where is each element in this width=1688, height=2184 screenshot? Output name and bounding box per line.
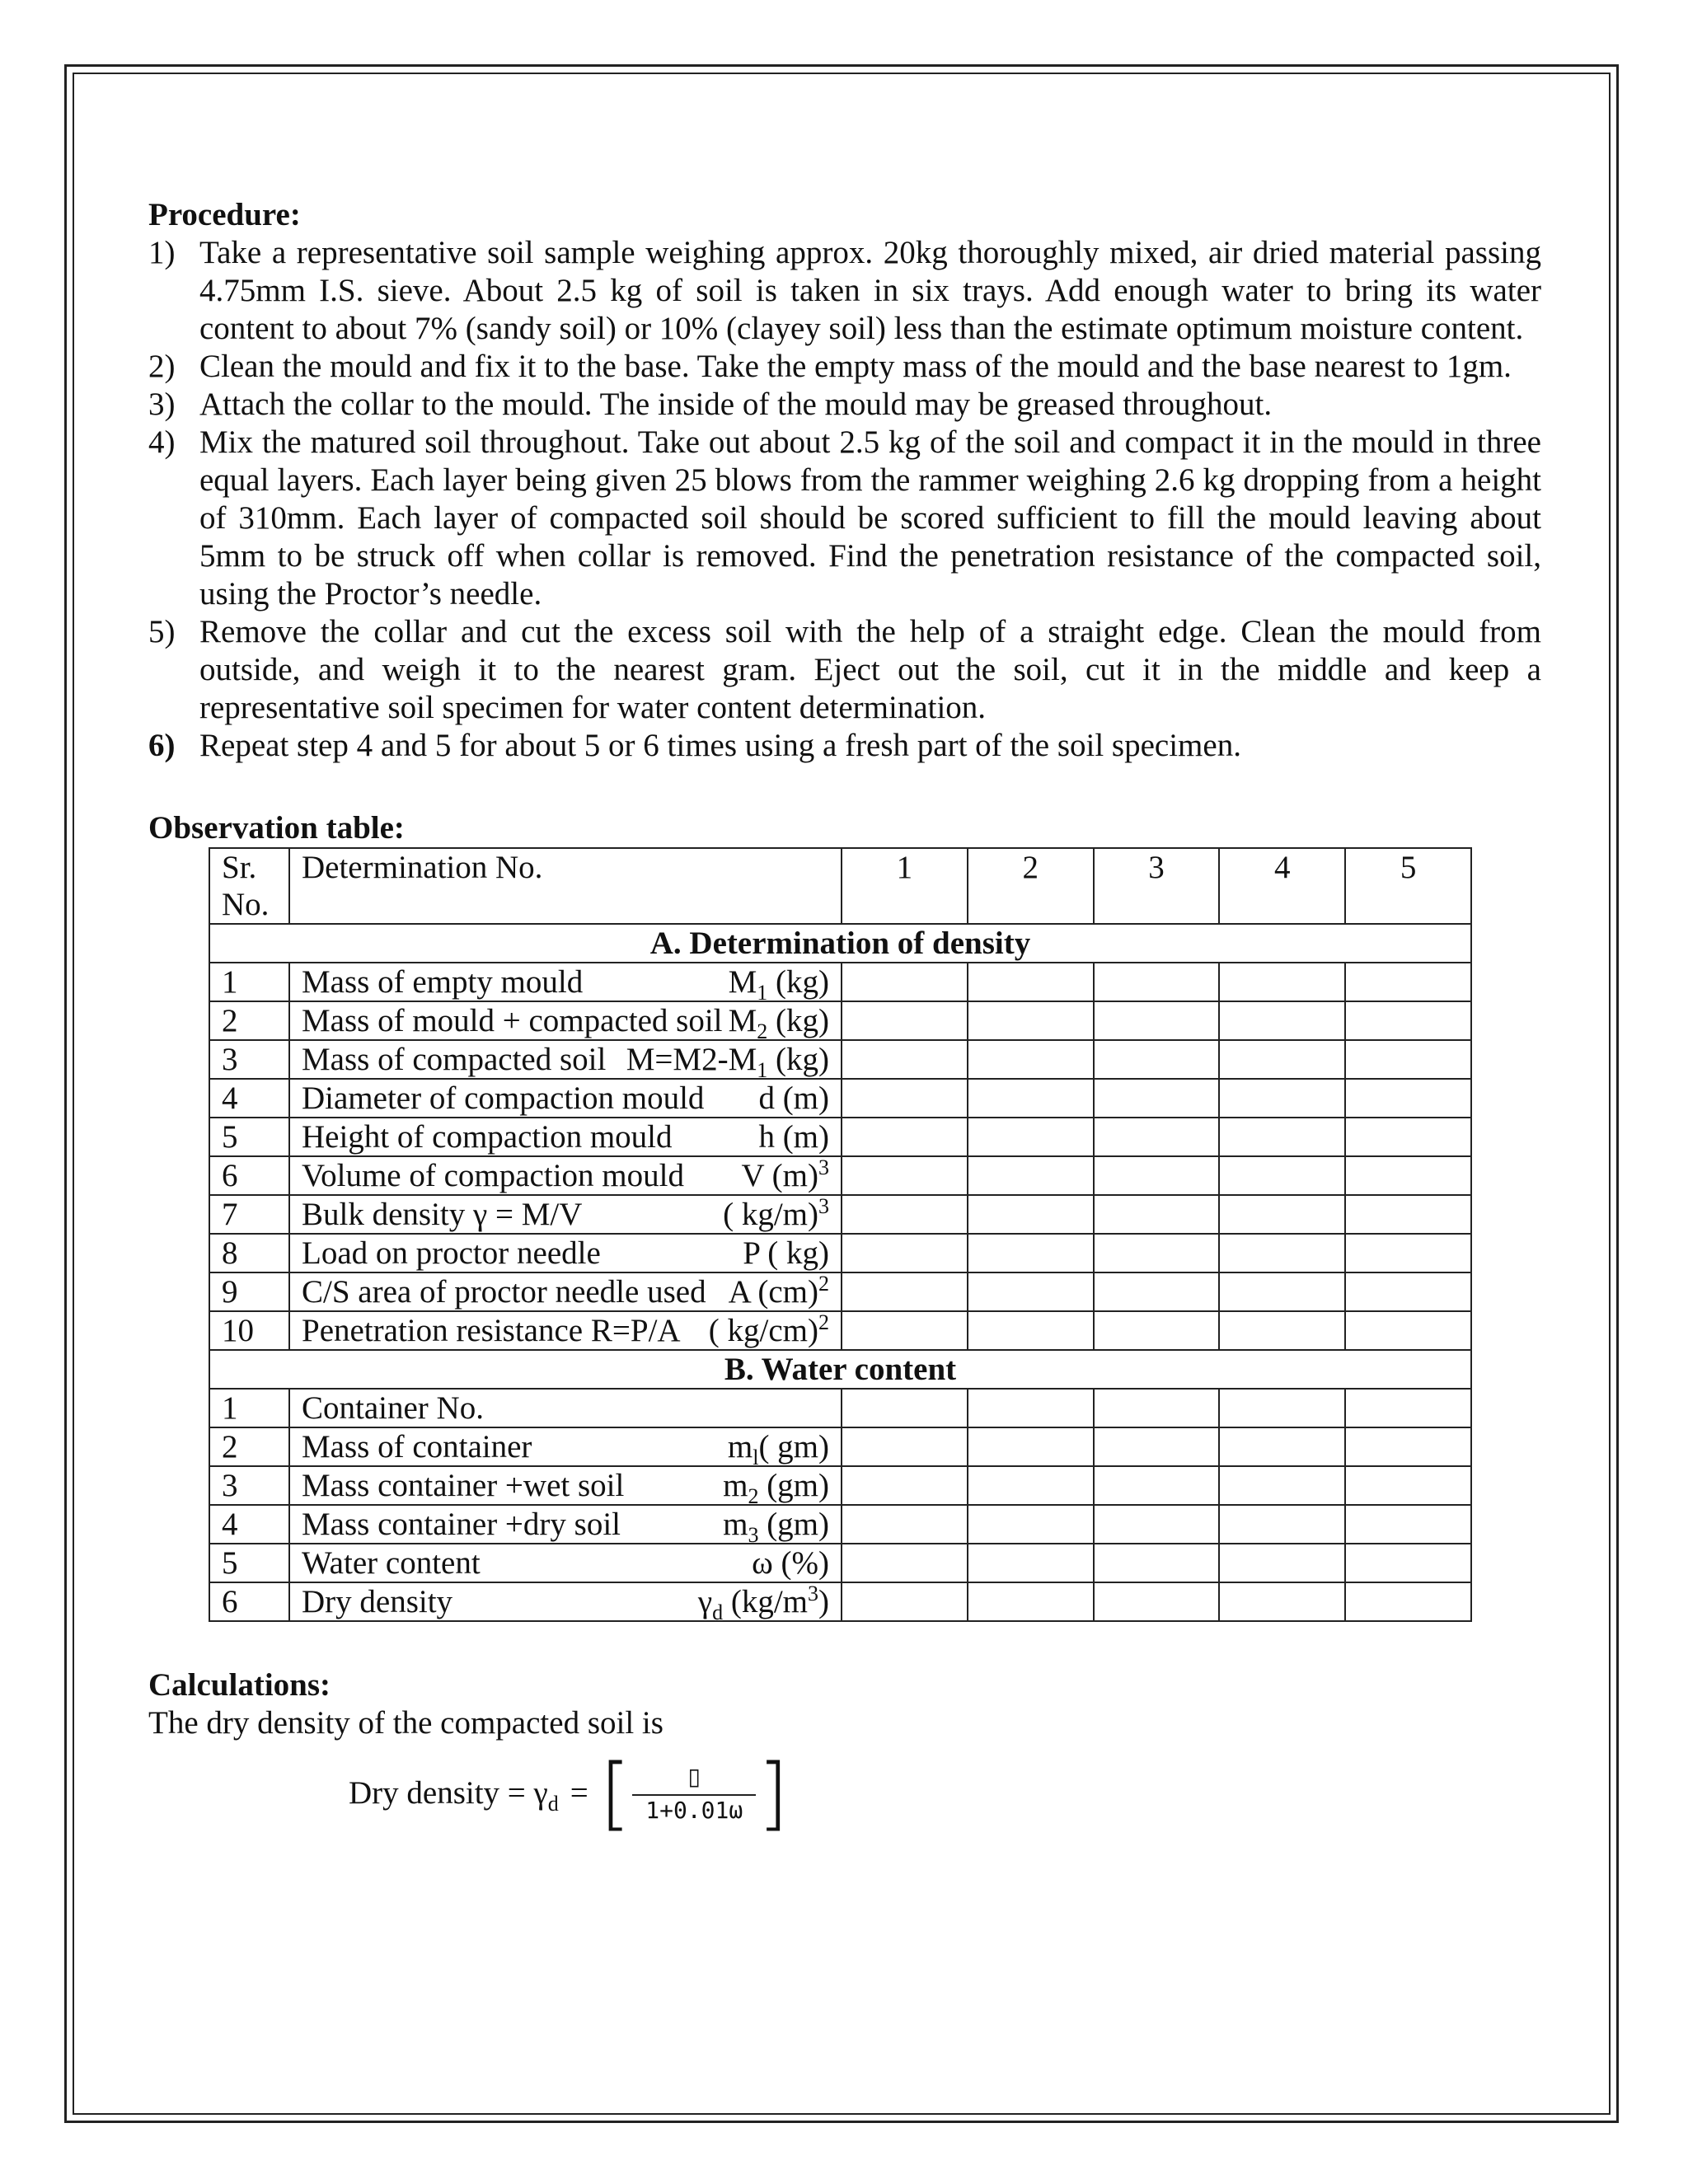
row-determination [289, 1195, 842, 1234]
table-cell-empty [968, 1234, 1094, 1272]
procedure-step-number: 3) [148, 387, 176, 422]
row-determination [289, 1272, 842, 1311]
row-symbol: $m_3$ (gm) [723, 1507, 829, 1547]
row-sr-no: 4 [209, 1079, 289, 1118]
table-cell-empty [842, 1272, 968, 1311]
table-cell-empty [842, 1156, 968, 1195]
row-symbol: $M_2$ (kg) [728, 1003, 829, 1043]
row-symbol: ω (%) [752, 1545, 829, 1581]
procedure-step [148, 348, 1541, 386]
table-cell-empty [1219, 1427, 1345, 1466]
row-determination [289, 1040, 842, 1082]
table-cell-empty [842, 1001, 968, 1040]
row-symbol: ( kg/cm)$^2$ [708, 1310, 829, 1348]
table-cell-empty [842, 1466, 968, 1505]
dry-density-formula [349, 1747, 1541, 1840]
row-symbol: h (m) [758, 1119, 829, 1155]
table-cell-empty [968, 1195, 1094, 1234]
table-row [209, 1272, 1471, 1311]
table-cell-empty [1345, 1001, 1471, 1040]
row-determination [289, 1389, 842, 1427]
row-symbol: $m_l$( gm) [727, 1429, 829, 1469]
table-row [209, 1040, 1471, 1079]
table-cell-empty [968, 1040, 1094, 1079]
right-bracket: ] [757, 1747, 789, 1840]
header-col: 4 [1219, 848, 1345, 924]
table-cell-empty [1219, 1118, 1345, 1156]
table-row [209, 963, 1471, 1001]
table-cell-empty [968, 1427, 1094, 1466]
formula-numerator: ▯ [632, 1761, 756, 1796]
table-cell-empty [1094, 1582, 1220, 1621]
table-cell-empty [1219, 1234, 1345, 1272]
procedure-step-text: Repeat step 4 and 5 for about 5 or 6 times using a fresh part of the soil specimen. [199, 728, 1241, 763]
row-sr-no: 9 [209, 1272, 289, 1311]
table-cell-empty [1345, 1079, 1471, 1118]
table-cell-empty [842, 1079, 968, 1118]
table-cell-empty [1345, 1582, 1471, 1621]
table-cell-empty [968, 963, 1094, 1001]
row-sr-no: 6 [209, 1582, 289, 1621]
formula-equals: = [570, 1775, 588, 1811]
formula-denominator: 1+0.01ω [645, 1797, 743, 1824]
section-b-row [209, 1350, 1471, 1389]
procedure-step-number: 4) [148, 424, 176, 460]
row-sr-no: 5 [209, 1544, 289, 1582]
table-cell-empty [1219, 1466, 1345, 1505]
table-cell-empty [968, 1079, 1094, 1118]
table-cell-empty [968, 1156, 1094, 1195]
header-col: 2 [968, 848, 1094, 924]
row-quantity-name: C/S area of proctor needle used [302, 1274, 706, 1310]
table-cell-empty [1094, 1040, 1220, 1079]
table-row [209, 1156, 1471, 1195]
table-cell-empty [1094, 1118, 1220, 1156]
table-cell-empty [1094, 1389, 1220, 1427]
header-determination: Determination No. [289, 848, 842, 924]
table-cell-empty [1345, 963, 1471, 1001]
table-cell-empty [842, 1427, 968, 1466]
procedure-step-text: Clean the mould and fix it to the base. Take the empty mass of the mould and the base nearest to 1gm. [199, 349, 1512, 384]
header-sr-no: Sr. No. [209, 848, 289, 924]
table-cell-empty [1094, 1272, 1220, 1311]
procedure-list [148, 234, 1541, 765]
table-header-row [209, 848, 1471, 924]
row-sr-no: 8 [209, 1234, 289, 1272]
row-sr-no: 1 [209, 1389, 289, 1427]
procedure-step-text: Remove the collar and cut the excess soil with the help of a straight edge. Clean the mould from outside, and weigh it to the nearest gram. Eject out the soil, cut it in the middle and keep a representative soil specimen for water content determination. [199, 614, 1541, 725]
procedure-step [148, 424, 1541, 613]
table-cell-empty [1094, 1195, 1220, 1234]
table-cell-empty [842, 1195, 968, 1234]
row-symbol: V $(m)^3$ [741, 1155, 829, 1193]
table-cell-empty [842, 1311, 968, 1350]
header-col: 1 [842, 848, 968, 924]
table-cell-empty [842, 1118, 968, 1156]
row-quantity-name: Mass of container [302, 1429, 532, 1465]
table-cell-empty [1094, 1505, 1220, 1544]
table-cell-empty [968, 1466, 1094, 1505]
table-cell-empty [1094, 1544, 1220, 1582]
table-row [209, 1118, 1471, 1156]
procedure-step [148, 727, 1541, 765]
table-cell-empty [1094, 1234, 1220, 1272]
row-determination [289, 1156, 842, 1195]
row-symbol: ( kg/m)$^3$ [723, 1194, 829, 1232]
procedure-step [148, 386, 1541, 424]
procedure-step-text: Mix the matured soil throughout. Take out about 2.5 kg of the soil and compact it in the mould in three equal layers. Each layer being given 25 blows from the rammer weighing 2.6 kg dropping from a height of 310mm. Each layer of compacted soil should be scored sufficient to fill the mould leaving about 5mm to be struck off when collar is removed. Find the penetration resistance of the compacted soil, using the Proctor’s needle. [199, 424, 1541, 612]
row-quantity-name: Height of compaction mould [302, 1119, 673, 1155]
calculations-heading: Calculations: [148, 1667, 331, 1703]
table-cell-empty [968, 1272, 1094, 1311]
table-cell-empty [1219, 1389, 1345, 1427]
table-cell-empty [1219, 1272, 1345, 1311]
table-cell-empty [842, 1544, 968, 1582]
row-quantity-name: Dry density [302, 1584, 453, 1619]
table-cell-empty [1345, 1427, 1471, 1466]
row-quantity-name: Volume of compaction mould [302, 1158, 684, 1193]
table-row [209, 1505, 1471, 1544]
row-quantity-name: Mass of compacted soil [302, 1042, 607, 1077]
row-determination [289, 1544, 842, 1582]
table-cell-empty [1094, 963, 1220, 1001]
table-cell-empty [842, 1389, 968, 1427]
procedure-step-text: Attach the collar to the mould. The inside of the mould may be greased throughout. [199, 387, 1273, 422]
table-cell-empty [1094, 1001, 1220, 1040]
table-cell-empty [1094, 1466, 1220, 1505]
table-row [209, 1544, 1471, 1582]
row-sr-no: 10 [209, 1311, 289, 1350]
row-determination [289, 1505, 842, 1547]
table-row [209, 1195, 1471, 1234]
row-symbol: $M=M2-M_1$ (kg) [626, 1042, 829, 1082]
table-row [209, 1466, 1471, 1505]
table-cell-empty [1094, 1311, 1220, 1350]
row-sr-no: 2 [209, 1427, 289, 1466]
formula-lhs: Dry density = $\gamma_d$ [349, 1775, 559, 1816]
procedure-step-number: 1) [148, 235, 176, 270]
table-cell-empty [842, 1040, 968, 1079]
row-determination [289, 1079, 842, 1118]
row-determination [289, 1427, 842, 1469]
table-cell-empty [1219, 1079, 1345, 1118]
row-quantity-name: Bulk density γ = M/V [302, 1197, 583, 1232]
observation-heading: Observation table: [148, 810, 405, 846]
table-cell-empty [1094, 1427, 1220, 1466]
row-symbol: $\gamma_d$ $(kg/m^3)$ [697, 1582, 829, 1624]
table-cell-empty [1345, 1195, 1471, 1234]
table-row [209, 1234, 1471, 1272]
row-quantity-name: Mass of empty mould [302, 964, 584, 1000]
row-determination [289, 1234, 842, 1272]
header-col: 5 [1345, 848, 1471, 924]
table-cell-empty [1345, 1311, 1471, 1350]
table-row [209, 1427, 1471, 1466]
formula-fraction [599, 1747, 789, 1840]
row-sr-no: 7 [209, 1195, 289, 1234]
document-content [148, 196, 1541, 1840]
table-row [209, 1311, 1471, 1350]
table-cell-empty [842, 1234, 968, 1272]
row-determination [289, 1001, 842, 1043]
row-quantity-name: Load on proctor needle [302, 1235, 601, 1271]
table-cell-empty [1219, 1040, 1345, 1079]
table-row [209, 1079, 1471, 1118]
table-cell-empty [1345, 1156, 1471, 1195]
row-quantity-name: Diameter of compaction mould [302, 1080, 705, 1116]
row-determination [289, 1311, 842, 1350]
procedure-step-text: Take a representative soil sample weighing approx. 20kg thoroughly mixed, air dried material passing 4.75mm I.S. sieve. About 2.5 kg of soil is taken in six trays. Add enough water to bring its water content to about 7% (sandy soil) or 10% (clayey soil) less than the estimate optimum moisture content. [199, 235, 1541, 346]
procedure-step-number: 6) [148, 728, 176, 763]
procedure-step [148, 613, 1541, 727]
row-sr-no: 4 [209, 1505, 289, 1544]
table-cell-empty [1345, 1544, 1471, 1582]
table-row [209, 1582, 1471, 1621]
row-quantity-name: Mass of mould + compacted soil [302, 1003, 723, 1038]
procedure-step [148, 234, 1541, 348]
table-cell-empty [1219, 963, 1345, 1001]
table-cell-empty [842, 1582, 968, 1621]
table-cell-empty [1345, 1505, 1471, 1544]
table-cell-empty [968, 1505, 1094, 1544]
table-cell-empty [1219, 1505, 1345, 1544]
table-cell-empty [842, 1505, 968, 1544]
procedure-step-number: 2) [148, 349, 176, 384]
table-cell-empty [968, 1582, 1094, 1621]
row-sr-no: 6 [209, 1156, 289, 1195]
row-quantity-name: Mass container +wet soil [302, 1468, 625, 1503]
row-sr-no: 3 [209, 1040, 289, 1079]
row-sr-no: 3 [209, 1466, 289, 1505]
table-cell-empty [1345, 1272, 1471, 1311]
row-determination [289, 963, 842, 1005]
section-b-row-label: B. Water content [209, 1350, 1471, 1389]
observation-table [209, 847, 1472, 1622]
table-cell-empty [1345, 1234, 1471, 1272]
table-cell-empty [968, 1118, 1094, 1156]
table-cell-empty [1345, 1118, 1471, 1156]
procedure-heading: Procedure: [148, 197, 301, 232]
section-a-row [209, 924, 1471, 963]
table-cell-empty [842, 963, 968, 1001]
table-cell-empty [1219, 1582, 1345, 1621]
table-row [209, 1001, 1471, 1040]
table-cell-empty [1219, 1311, 1345, 1350]
header-col: 3 [1094, 848, 1220, 924]
row-symbol: P ( kg) [743, 1235, 829, 1271]
row-sr-no: 5 [209, 1118, 289, 1156]
table-cell-empty [1219, 1001, 1345, 1040]
row-determination [289, 1582, 842, 1624]
row-quantity-name: Mass container +dry soil [302, 1507, 621, 1542]
procedure-step-number: 5) [148, 614, 176, 649]
table-cell-empty [968, 1311, 1094, 1350]
row-symbol: d (m) [758, 1080, 829, 1116]
table-row [209, 1389, 1471, 1427]
table-cell-empty [1219, 1195, 1345, 1234]
left-bracket: [ [599, 1747, 631, 1840]
table-cell-empty [968, 1389, 1094, 1427]
row-symbol: $M_1$ (kg) [728, 964, 829, 1005]
row-quantity-name: Container No. [302, 1390, 484, 1426]
row-determination [289, 1466, 842, 1508]
calculations-text: The dry density of the compacted soil is [148, 1705, 663, 1741]
row-symbol: $m_2$ (gm) [723, 1468, 829, 1508]
row-sr-no: 1 [209, 963, 289, 1001]
table-cell-empty [1219, 1156, 1345, 1195]
row-symbol: A (cm)$^2$ [728, 1272, 829, 1310]
table-cell-empty [968, 1001, 1094, 1040]
row-determination [289, 1118, 842, 1156]
row-quantity-name: Penetration resistance R=P/A [302, 1313, 681, 1348]
table-cell-empty [1094, 1079, 1220, 1118]
section-a-row-label: A. Determination of density [209, 924, 1471, 963]
table-cell-empty [1345, 1466, 1471, 1505]
row-sr-no: 2 [209, 1001, 289, 1040]
table-cell-empty [1345, 1040, 1471, 1079]
table-cell-empty [968, 1544, 1094, 1582]
row-quantity-name: Water content [302, 1545, 481, 1581]
table-cell-empty [1219, 1544, 1345, 1582]
table-cell-empty [1345, 1389, 1471, 1427]
table-cell-empty [1094, 1156, 1220, 1195]
